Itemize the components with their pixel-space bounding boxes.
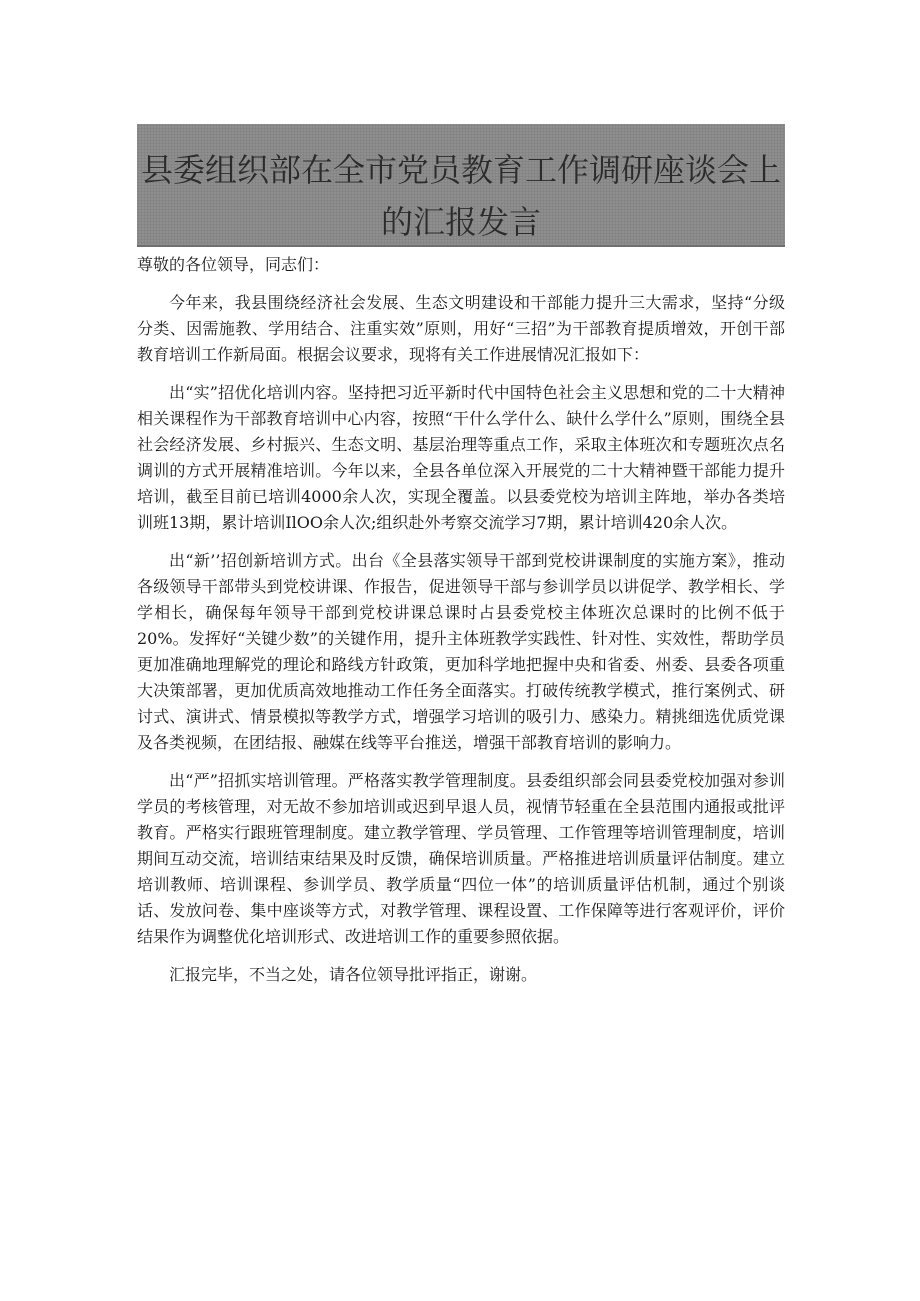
document-title: 县委组织部在全市党员教育工作调研座谈会上的汇报发言 [140, 151, 781, 241]
paragraph-methods: 出“新’’招创新培训方式。出台《全县落实领导干部到党校讲课制度的实施方案》，推动各级领导干部带头到党校讲课、作报告，促进领导干部与参训学员以讲促学、教学相长、学学相长，确保每年领导干部到党校讲课总课时占县委党校主体班次总课时的比例不低于20%。发挥好“关键少数”的关键作用，提升主体班教学实践性、针对性、实效性，帮助学员更加准确地理解党的理论和路线方针政策，更加科学地把握中央和省委、州委、县委各项重大决策部署，更加优质高效地推动工作任务全面落实。打破传统教学模式，推行案例式、研讨式、演讲式、情景模拟等教学方式，增强学习培训的吸引力、感染力。精挑细选优质党课及各类视频，在团结报、融媒在线等平台推送，增强干部教育培训的影响力。 [137, 551, 785, 752]
title-banner [137, 124, 785, 247]
document-body [137, 252, 785, 988]
paragraph-intro: 今年来，我县围绕经济社会发展、生态文明建设和干部能力提升三大需求，坚持“分级分类、因需施教、学用结合、注重实效”原则，用好“三招”为干部教育提质增效，开创干部教育培训工作新局面。根据会议要求，现将有关工作进展情况汇报如下： [137, 293, 785, 364]
paragraph-management: 出“严”招抓实培训管理。严格落实教学管理制度。县委组织部会同县委党校加强对参训学员的考核管理，对无故不参加培训或迟到早退人员，视情节轻重在全县范围内通报或批评教育。严格实行跟班管理制度。建立教学管理、学员管理、工作管理等培训管理制度，培训期间互动交流，培训结束结果及时反馈，确保培训质量。严格推进培训质量评估制度。建立培训教师、培训课程、参训学员、教学质量“四位一体”的培训质量评估机制，通过个别谈话、发放问卷、集中座谈等方式，对教学管理、课程设置、工作保障等进行客观评价，评价结果作为调整优化培训形式、改进培训工作的重要参照依据。 [137, 771, 785, 946]
closing-remark: 汇报完毕，不当之处，请各位领导批评指正，谢谢。 [169, 965, 538, 984]
salutation: 尊敬的各位领导，同志们： [137, 255, 330, 274]
paragraph-content: 出“实”招优化培训内容。坚持把习近平新时代中国特色社会主义思想和党的二十大精神相关课程作为干部教育培训中心内容，按照“干什么学什么、缺什么学什么”原则，围绕全县社会经济发展、乡村振兴、生态文明、基层治理等重点工作，采取主体班次和专题班次点名调训的方式开展精准培训。今年以来，全县各单位深入开展党的二十大精神暨干部能力提升培训，截至目前已培训4000余人次，实现全覆盖。以县委党校为培训主阵地，举办各类培训班13期，累计培训IlOO余人次;组织赴外考察交流学习7期，累计培训420余人次。 [137, 383, 785, 532]
